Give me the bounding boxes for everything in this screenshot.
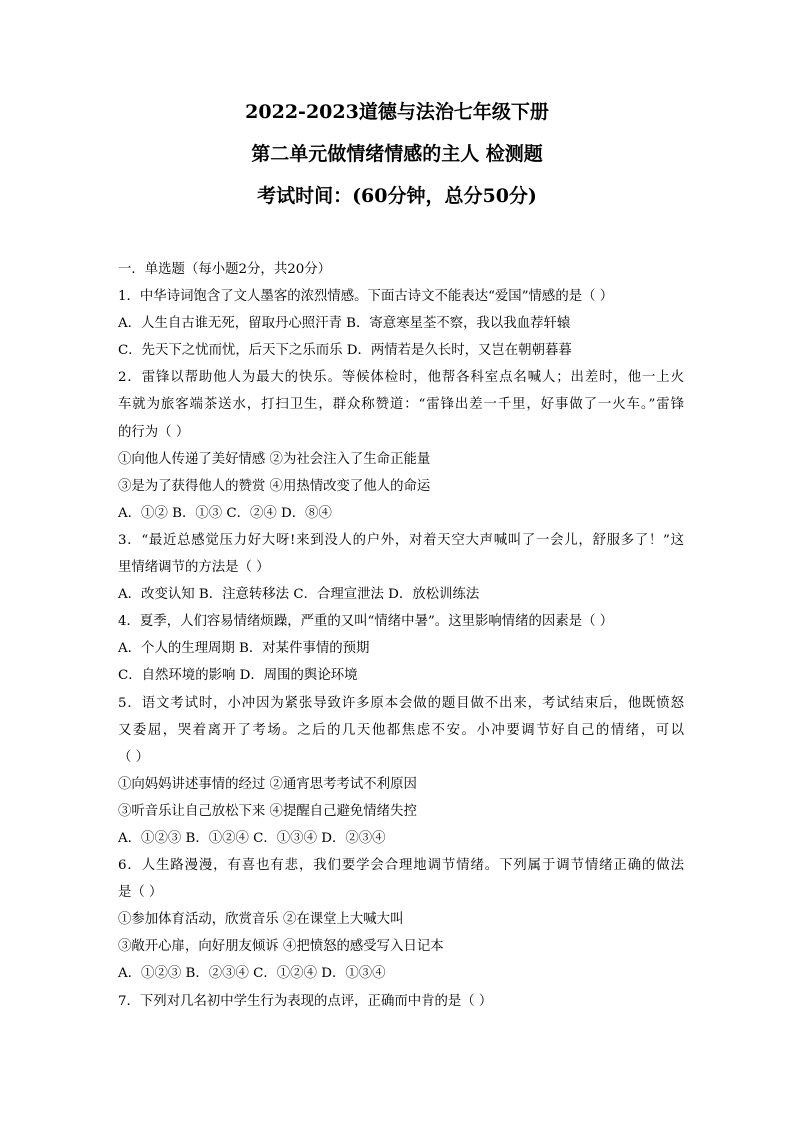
question-2-stem-line-1: 2．雷锋以帮助他人为最大的快乐。等候体检时，他帮各科室点名喊人；出差时，他一上火 xyxy=(118,370,684,386)
question-4-options-ab: A．个人的生理周期 B．对某件事情的预期 xyxy=(118,641,370,657)
exam-subtitle: 第二单元做情绪情感的主人 检测题 xyxy=(251,143,543,165)
question-6-stem-line-1: 6．人生路漫漫，有喜也有悲，我们要学会合理地调节情绪。下列属于调节情绪正确的做法 xyxy=(118,858,684,874)
question-1-options-ab: A．人生自古谁无死，留取丹心照汗青 B．寄意寒星荃不察，我以我血荐轩辕 xyxy=(118,316,571,332)
question-3-stem-line-2: 里情绪调节的方法是（ ） xyxy=(118,560,270,576)
question-5-stem-line-1: 5．语文考试时，小冲因为紧张导致许多原本会做的题目做不出来，考试结束后，他既愤怒 xyxy=(118,695,684,711)
question-5-stem-line-3: （ ） xyxy=(118,749,150,765)
question-2-statements-12: ①向他人传递了美好情感 ②为社会注入了生命正能量 xyxy=(118,451,431,467)
question-4-stem: 4．夏季，人们容易情绪烦躁，严重的又叫“情绪中暑”。这里影响情绪的因素是（ ） xyxy=(118,614,614,630)
question-6-stem-line-2: 是（ ） xyxy=(118,885,163,901)
question-2-stem-line-3: 的行为（ ） xyxy=(118,424,190,440)
question-3-stem-line-1: 3．“最近总感觉压力好大呀!来到没人的户外，对着天空大声喊叫了一会儿，舒服多了！”这 xyxy=(118,532,684,548)
question-1-stem: 1．中华诗词饱含了文人墨客的浓烈情感。下面古诗文不能表达“爱国”情感的是（ ） xyxy=(118,289,614,305)
question-5-stem-line-2: 又委屈，哭着离开了考场。之后的几天他都焦虑不安。小冲要调节好自己的情绪，可以 xyxy=(118,722,684,738)
exam-body xyxy=(118,256,684,1015)
question-5-options: A．①②③ B．①②④ C．①③④ D．②③④ xyxy=(118,830,386,846)
question-6-options: A．①②③ B．②③④ C．①②④ D．①③④ xyxy=(118,966,386,982)
question-6-statements-12: ①参加体育活动，欣赏音乐 ②在课堂上大喊大叫 xyxy=(118,912,404,928)
question-6-statements-34: ③敞开心扉，向好朋友倾诉 ④把愤怒的感受写入日记本 xyxy=(118,939,444,955)
question-7-stem: 7．下列对几名初中学生行为表现的点评，正确而中肯的是（ ） xyxy=(118,993,493,1009)
exam-time-info: 考试时间：(60分钟，总分50分) xyxy=(257,185,537,207)
question-4-options-cd: C．自然环境的影响 D．周围的舆论环境 xyxy=(118,668,358,684)
exam-header xyxy=(0,94,794,214)
question-3-options: A．改变认知 B．注意转移法 C．合理宣泄法 D．放松训练法 xyxy=(118,587,480,603)
question-5-statements-12: ①向妈妈讲述事情的经过 ②通宵思考考试不利原因 xyxy=(118,776,417,792)
question-1-options-cd: C．先天下之忧而忧，后天下之乐而乐 D．两情若是久长时，又岂在朝朝暮暮 xyxy=(118,343,572,359)
question-2-options: A．①② B．①③ C．②④ D．⑧④ xyxy=(118,505,332,521)
exam-title: 2022-2023道德与法治七年级下册 xyxy=(245,101,549,123)
question-2-statements-34: ③是为了获得他人的赞赏 ④用热情改变了他人的命运 xyxy=(118,478,431,494)
question-2-stem-line-2: 车就为旅客端茶送水，打扫卫生，群众称赞道：“雷锋出差一千里，好事做了一火车。”雷锋 xyxy=(118,397,684,413)
section-heading: 一．单选题（每小题2分，共20分） xyxy=(118,262,332,277)
question-5-statements-34: ③听音乐让自己放松下来 ④提醒自己避免情绪失控 xyxy=(118,803,417,819)
